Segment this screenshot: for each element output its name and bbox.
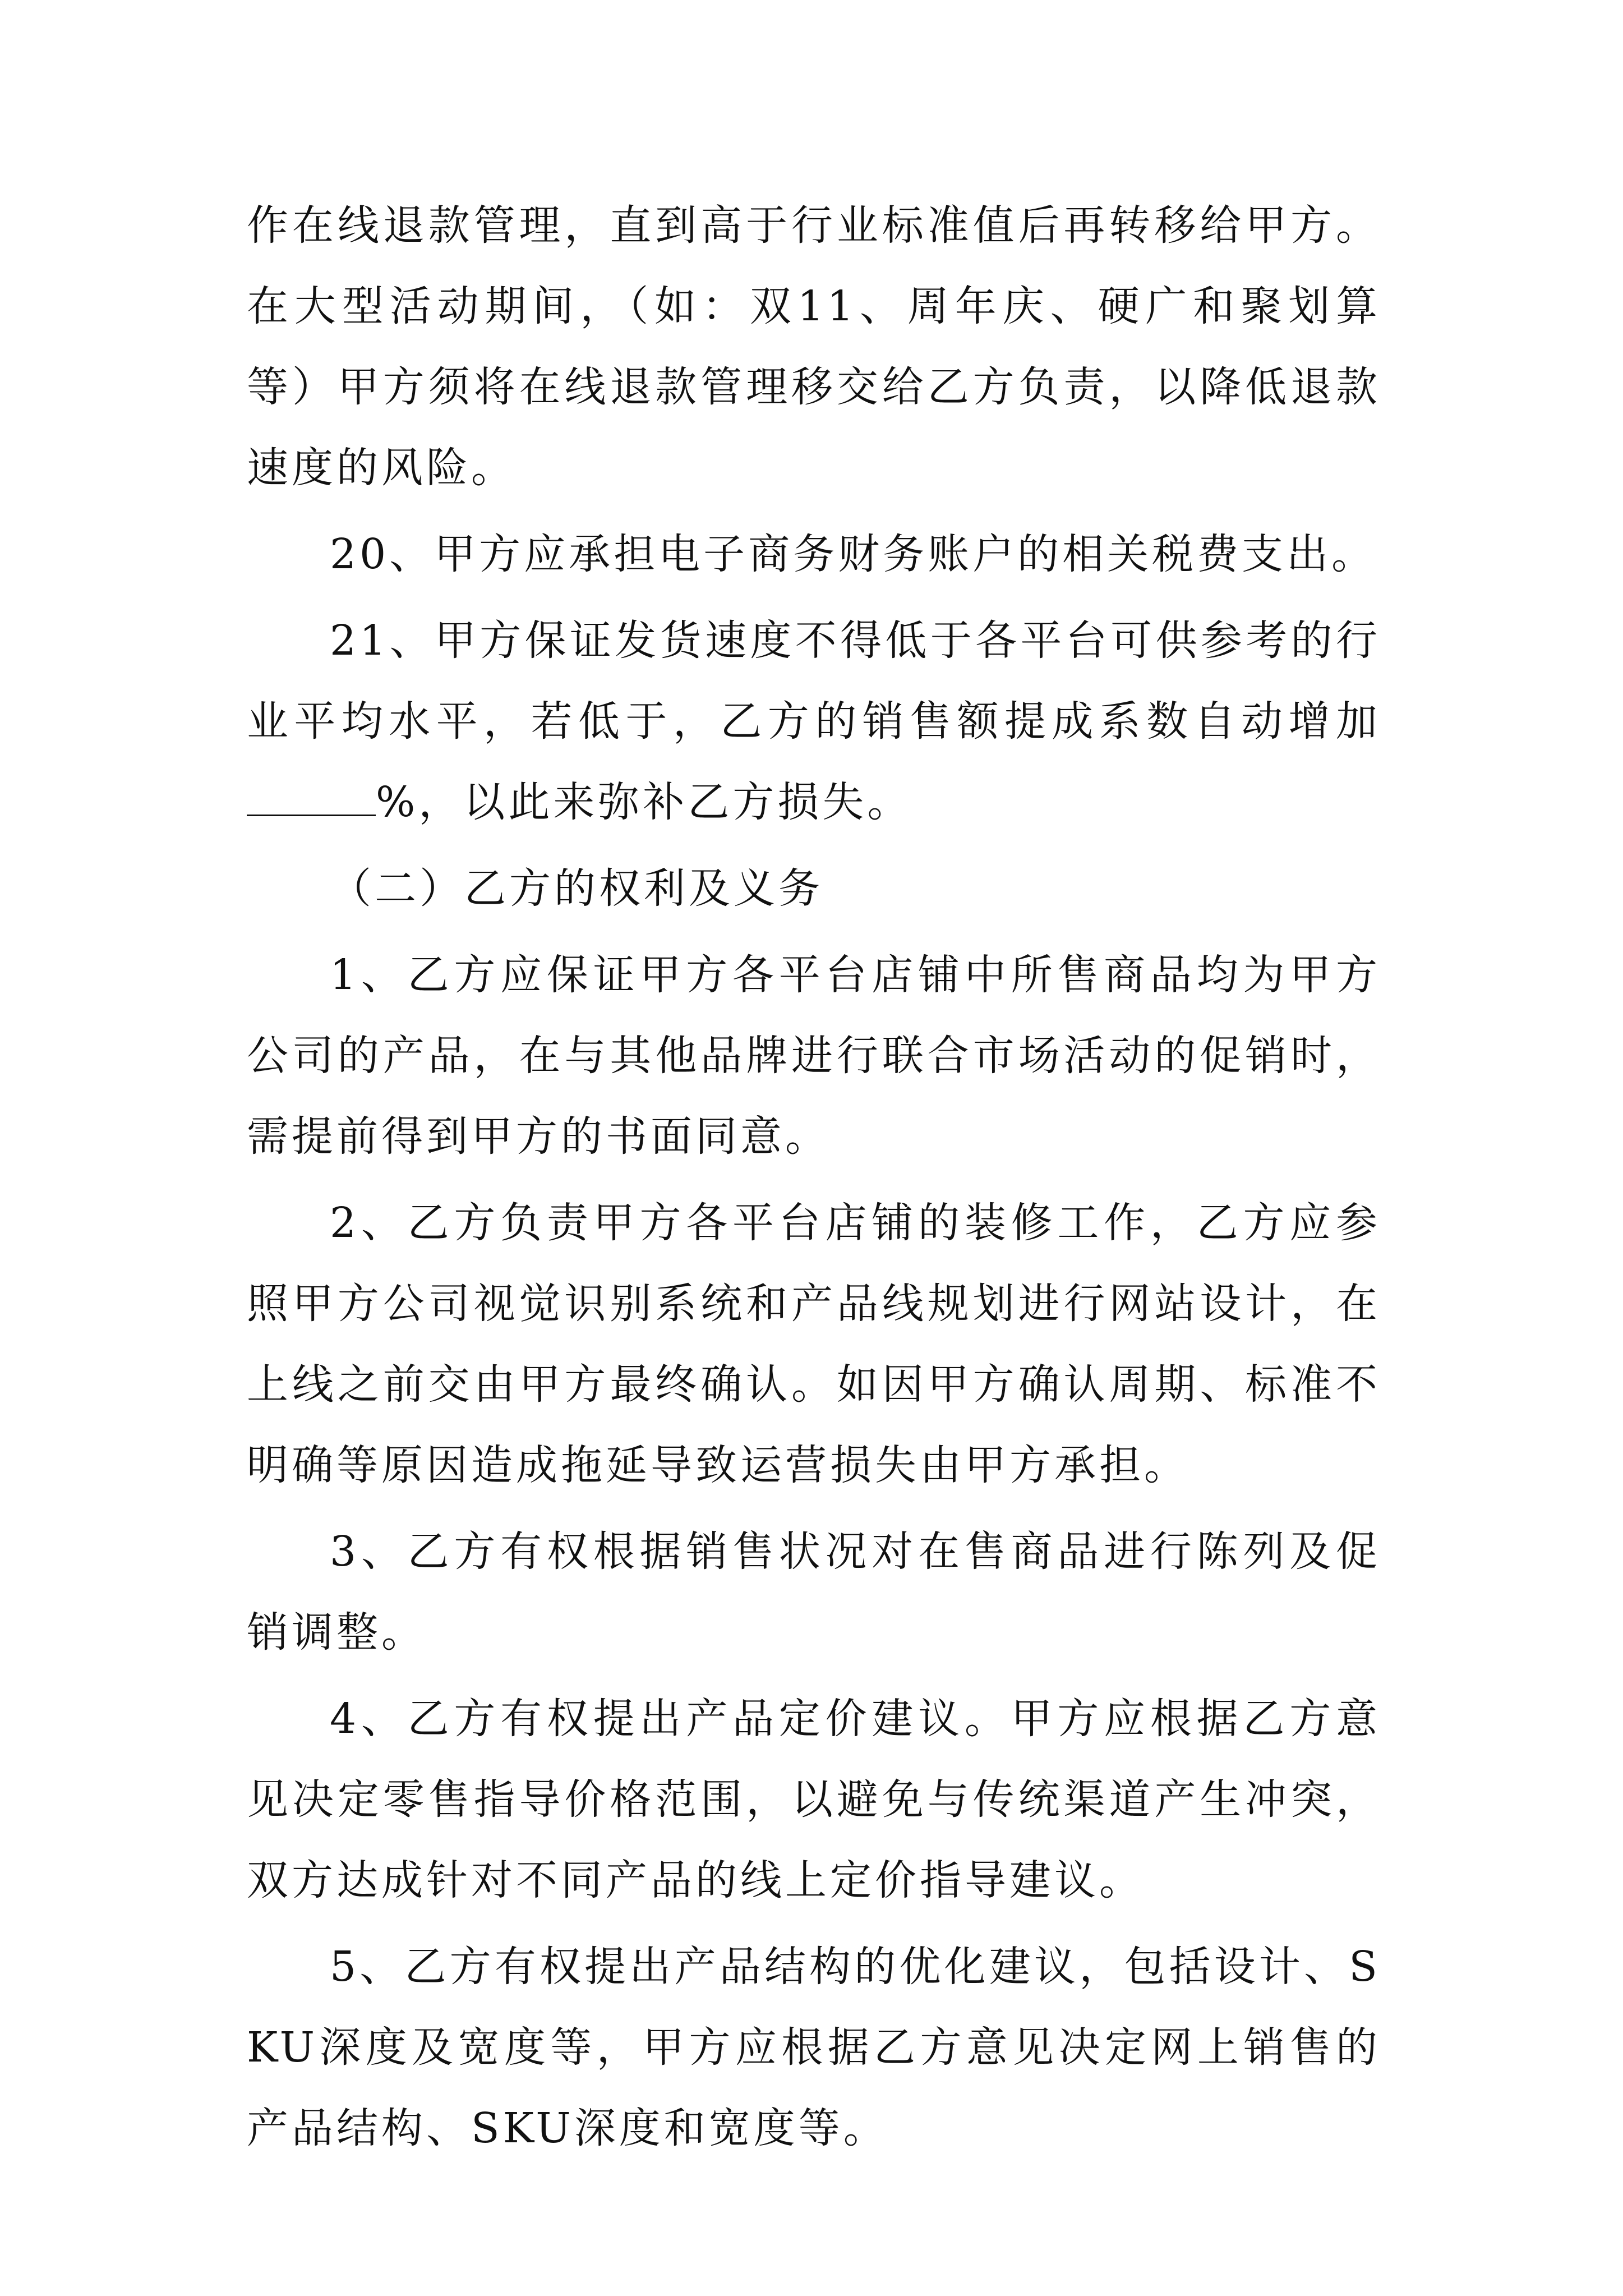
document-body (247, 185, 1381, 2169)
clause-21-text: 21、甲方保证发货速度不得低于各平台可供参考的行业平均水平，若低于，乙方的销售额提成系数自动增加 (247, 616, 1381, 746)
paragraph-refund-continuation: 作在线退款管理，直到高于行业标准值后再转移给甲方。在大型活动期间，（如：双11、周年庆、硬广和聚划算等）甲方须将在线退款管理移交给乙方负责，以降低退款速度的风险。 (247, 201, 1381, 492)
paragraph-clause-21 (247, 600, 1381, 843)
paragraph-party-b-5: 5、乙方有权提出产品结构的优化建议，包括设计、SKU深度及宽度等，甲方应根据乙方意见决定网上销售的产品结构、SKU深度和宽度等。 (247, 1943, 1381, 2152)
fill-in-blank (247, 777, 376, 816)
paragraph-party-b-4: 4、乙方有权提出产品定价建议。甲方应根据乙方意见决定零售指导价格范围，以避免与传统渠道产生冲突，双方达成针对不同产品的线上定价指导建议。 (247, 1695, 1381, 1904)
clause-21-tail: %，以此来弥补乙方损失。 (376, 778, 912, 826)
section-heading-party-b: （二）乙方的权利及义务 (330, 864, 823, 913)
paragraph-party-b-3: 3、乙方有权根据销售状况对在售商品进行陈列及促销调整。 (247, 1527, 1381, 1657)
paragraph-party-b-2: 2、乙方负责甲方各平台店铺的装修工作，乙方应参照甲方公司视觉识别系统和产品线规划进行网站设计，在上线之前交由甲方最终确认。如因甲方确认周期、标准不明确等原因造成拖延导致运营损失由甲方承担。 (247, 1199, 1381, 1489)
paragraph-clause-20: 20、甲方应承担电子商务财务账户的相关税费支出。 (330, 530, 1377, 578)
paragraph-party-b-1: 1、乙方应保证甲方各平台店铺中所售商品均为甲方公司的产品，在与其他品牌进行联合市场活动的促销时，需提前得到甲方的书面同意。 (247, 951, 1381, 1161)
